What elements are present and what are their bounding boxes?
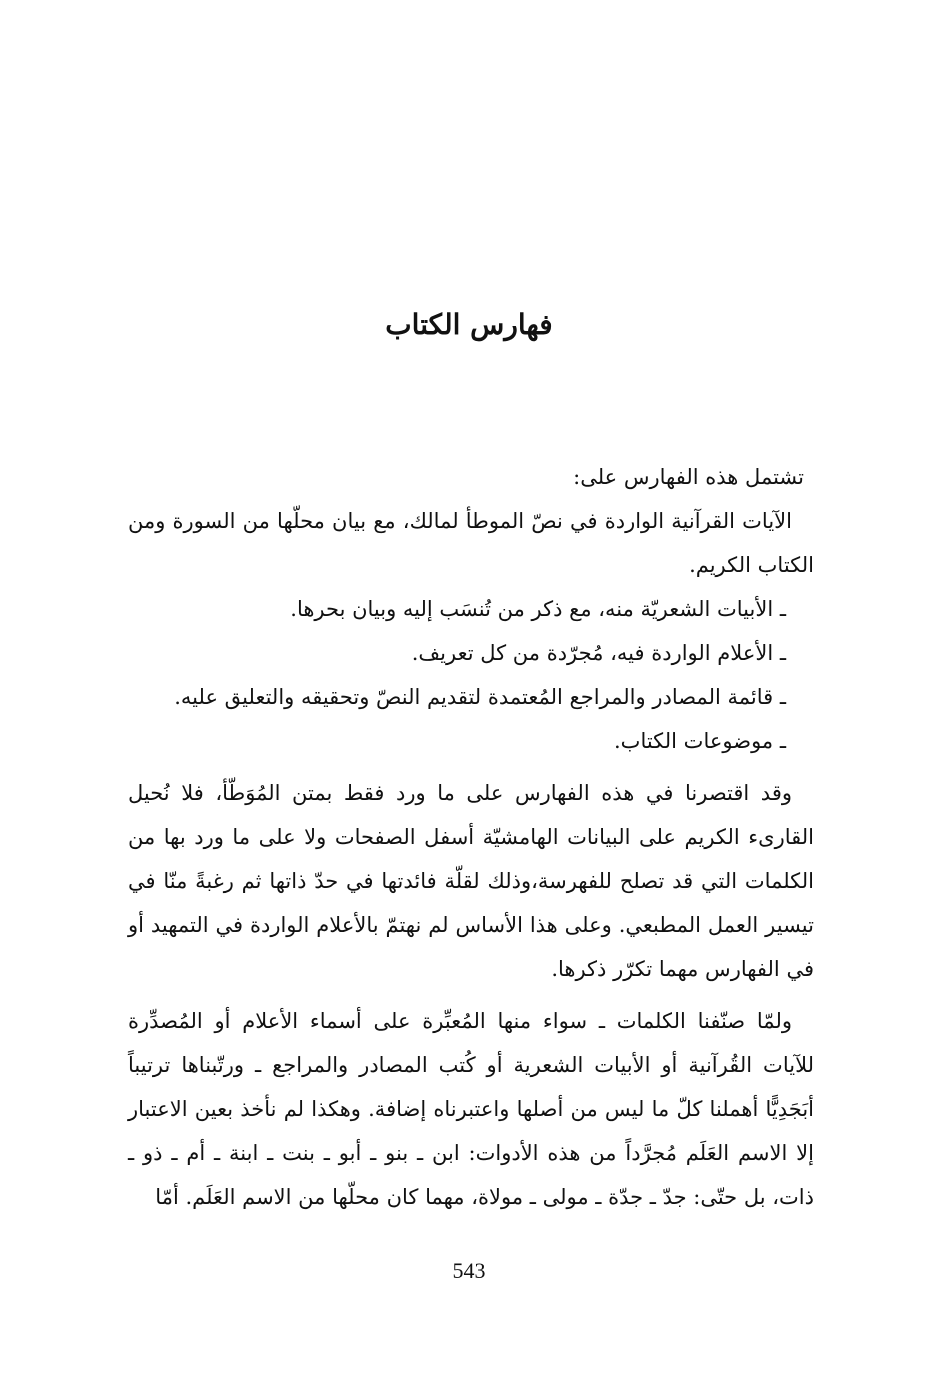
page-title: فهارس الكتاب <box>385 308 553 341</box>
index-contents-list <box>128 587 814 763</box>
paragraph-ordering: ولمّا صنّفنا الكلمات ـ سواء منها المُعبِّرة على أسماء الأعلام أو المُصدِّرة للآيات القُرآنية أو الأبيات الشعرية أو كُتب المصادر والمراجع ـ ورتّبناها ترتيباً أبَجَدِيًّا أهملنا كلّ ما ليس من أصلها واعتبرناه إضافة. وهكذا لم نأخذ بعين الاعتبار إلا الاسم العَلَم مُجرَّداً من هذه الأدوات: ابن ـ بنو ـ أبو ـ بنت ـ ابنة ـ أم ـ ذو ـ ذات، بل حتّى: جدّ ـ جدّة ـ مولى ـ مولاة، مهما كان محلّها من الاسم العَلَم. أمّا <box>128 1009 814 1209</box>
paragraph-quran-verses: الآيات القرآنية الواردة في نصّ الموطأ لمالك، مع بيان محلّها من السورة ومن الكتاب الكريم. <box>128 509 814 577</box>
list-item: ـ موضوعات الكتاب. <box>614 729 786 753</box>
body-text <box>128 455 814 1219</box>
paragraph-scope: وقد اقتصرنا في هذه الفهارس على ما ورد فقط بمتن المُوَطّأ، فلا نُحيل القارىء الكريم على البيانات الهامشيّة أسفل الصفحات ولا على ما ورد بها من الكلمات التي قد تصلح للفهرسة،وذلك لقلّة فائدتها في حدّ ذاتها ثم رغبةً منّا في تيسير العمل المطبعي. وعلى هذا الأساس لم نهتمّ بالأعلام الواردة في التمهيد أو في الفهارس مهما تكرّر ذكرها. <box>128 781 814 981</box>
page-number: 543 <box>452 1258 486 1283</box>
list-item: ـ الأعلام الواردة فيه، مُجرّدة من كل تعريف. <box>411 641 786 665</box>
intro-line: تشتمل هذه الفهارس على: <box>573 465 804 489</box>
list-item: ـ الأبيات الشعريّة منه، مع ذكر من تُنسَب إليه وبيان بحرها. <box>290 597 786 621</box>
list-item: ـ قائمة المصادر والمراجع المُعتمدة لتقديم النصّ وتحقيقه والتعليق عليه. <box>174 685 786 709</box>
